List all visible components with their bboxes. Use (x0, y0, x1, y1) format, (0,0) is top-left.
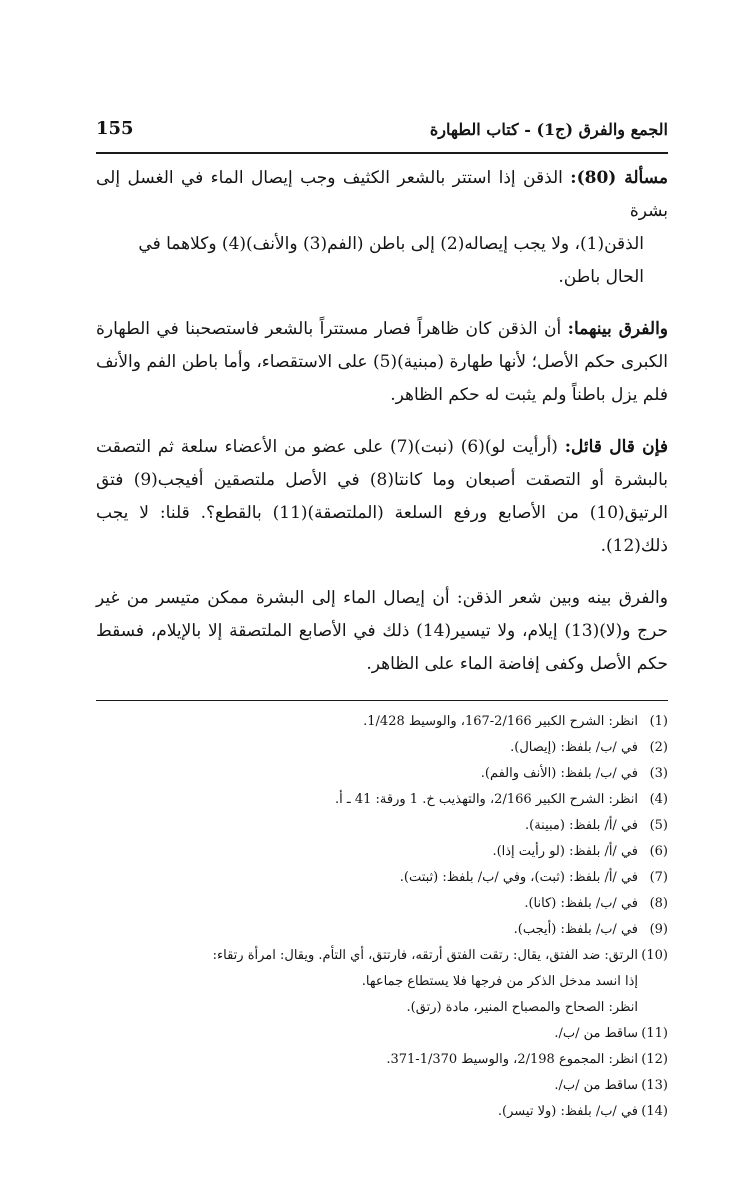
footnote-text (96, 891, 638, 917)
footnote-line: في /أ/ بلفظ: (مبينة). (524, 818, 638, 833)
footnote-line: انظر: الشرح الكبير 2/166، والتهذيب خ. 1 ورقة: 41 ـ أ. (335, 792, 638, 807)
footnote-line: في /أ/ بلفظ: (ثبت)، وفي /ب/ بلفظ: (ثبتت). (399, 870, 638, 885)
footnote-text (96, 1021, 638, 1047)
running-title: الجمع والفرق (ج1) - كتاب الطهارة (429, 120, 668, 139)
footnote-number: (11) (641, 1026, 668, 1041)
paragraph-masala (96, 162, 668, 294)
footnote-text (96, 1047, 638, 1073)
footnote-item (96, 813, 668, 839)
footnote-number: (14) (641, 1104, 668, 1119)
book-page (96, 112, 668, 1125)
footnote-number: (1) (649, 714, 668, 729)
footnote-line: ساقط من /ب/. (554, 1026, 638, 1041)
paragraph-difference (96, 313, 668, 412)
footnote-text (96, 735, 638, 761)
footnote-number: (12) (641, 1052, 668, 1067)
footnote-line: ساقط من /ب/. (554, 1078, 638, 1093)
footnote-item (96, 943, 668, 1021)
footnote-text (96, 917, 638, 943)
footnote-line: في /أ/ بلفظ: (لو رأيت إذا). (492, 844, 638, 859)
footnote-item (96, 735, 668, 761)
footnote-number: (3) (649, 766, 668, 781)
footnote-line: انظر: المجموع 2/198، والوسيط 1/370-371. (386, 1052, 638, 1067)
footnote-number: (6) (649, 844, 668, 859)
footnote-text (96, 1073, 638, 1099)
footnote-number: (9) (649, 922, 668, 937)
paragraph-answer (96, 582, 668, 681)
main-text (96, 162, 668, 681)
footnote-item (96, 865, 668, 891)
answer-text: والفرق بينه وبين شعر الذقن: أن إيصال الماء إلى البشرة ممكن متيسر من غير حرج و(لا)(13) إيلام، ولا تيسير(14) ذلك في الأصابع الملتصقة إلا بالإيلام، فسقط حكم الأصل وكفى إفاضة الماء على الظاهر. (96, 588, 669, 674)
footnote-line: في /ب/ بلفظ: (أيجب). (513, 922, 638, 937)
footnote-item (96, 787, 668, 813)
footnote-text (96, 761, 638, 787)
footnote-item (96, 891, 668, 917)
masala-line-3: الحال باطن. (558, 267, 644, 287)
footnote-item (96, 917, 668, 943)
footnote-item (96, 709, 668, 735)
footnote-number: (10) (641, 948, 668, 963)
footnote-text (96, 709, 638, 735)
footnote-line: إذا انسد مدخل الذكر من فرجها فلا يستطاع جماعها. (361, 974, 638, 989)
footnote-item (96, 1099, 668, 1125)
footnote-item (96, 1073, 668, 1099)
paragraph-objection (96, 431, 668, 563)
footnote-line: في /ب/ بلفظ: (إيصال). (510, 740, 638, 755)
footnote-item (96, 1047, 668, 1073)
footnote-line: انظر: الصحاح والمصباح المنير، مادة (رتق). (406, 1000, 638, 1015)
footnote-line: في /ب/ بلفظ: (الأنف والفم). (480, 766, 638, 781)
footnote-line: الرتق: ضد الفتق، يقال: رتقت الفتق أرتقه، فارتتق، أي التأم. ويقال: امرأة رتقاء: (212, 948, 638, 963)
footnote-item (96, 839, 668, 865)
footnote-number: (5) (649, 818, 668, 833)
footnote-text (96, 839, 638, 865)
footnote-text (96, 813, 638, 839)
footnote-text (96, 787, 638, 813)
footnote-line: انظر: الشرح الكبير 2/166-167، والوسيط 1/428. (363, 714, 638, 729)
objection-text: (أرأيت لو)(6) (نبت)(7) على عضو من الأعضاء سلعة ثم التصقت بالبشرة أو التصقت أصبعان وما كانتا(8) في الأصل ملتصقين أفيجب(9) فتق الرتيق(10) من الأصابع ورفع السلعة (الملتصقة)(11) بالقطع؟. قلنا: لا يجب ذلك(12). (96, 437, 668, 556)
footnote-number: (13) (641, 1078, 668, 1093)
footnote-number: (8) (649, 896, 668, 911)
footnote-text (96, 1099, 638, 1125)
footnote-line: في /ب/ بلفظ: (ولا تيسر). (497, 1104, 638, 1119)
masala-line-1: الذقن إذا استتر بالشعر الكثيف وجب إيصال الماء في الغسل إلى بشرة (96, 168, 668, 221)
footnote-item (96, 1021, 668, 1047)
objection-heading: فإن قال قائل: (564, 437, 668, 457)
footnotes (96, 709, 668, 1125)
footnote-item (96, 761, 668, 787)
footnote-number: (2) (649, 740, 668, 755)
masala-heading: مسألة (80): (570, 168, 668, 188)
difference-heading: والفرق بينهما: (567, 319, 668, 339)
difference-text: أن الذقن كان ظاهراً فصار مستتراً بالشعر فاستصحبنا في الطهارة الكبرى حكم الأصل؛ لأنها طهارة (مبنية)(5) على الاستقصاء، وأما باطن الفم والأنف فلم يزل باطناً ولم يثبت له حكم الظاهر. (96, 319, 668, 405)
footnote-separator (96, 700, 668, 701)
footnote-text (96, 865, 638, 891)
page-number: 155 (96, 118, 134, 139)
footnote-line: في /ب/ بلفظ: (كانا). (524, 896, 638, 911)
running-header (96, 112, 668, 154)
footnote-text (96, 943, 638, 1021)
masala-continuation (96, 228, 668, 294)
footnote-number: (4) (649, 792, 668, 807)
masala-line-2: الذقن(1)، ولا يجب إيصاله(2) إلى باطن (الفم(3) والأنف)(4) وكلاهما في (138, 234, 644, 254)
footnote-number: (7) (649, 870, 668, 885)
